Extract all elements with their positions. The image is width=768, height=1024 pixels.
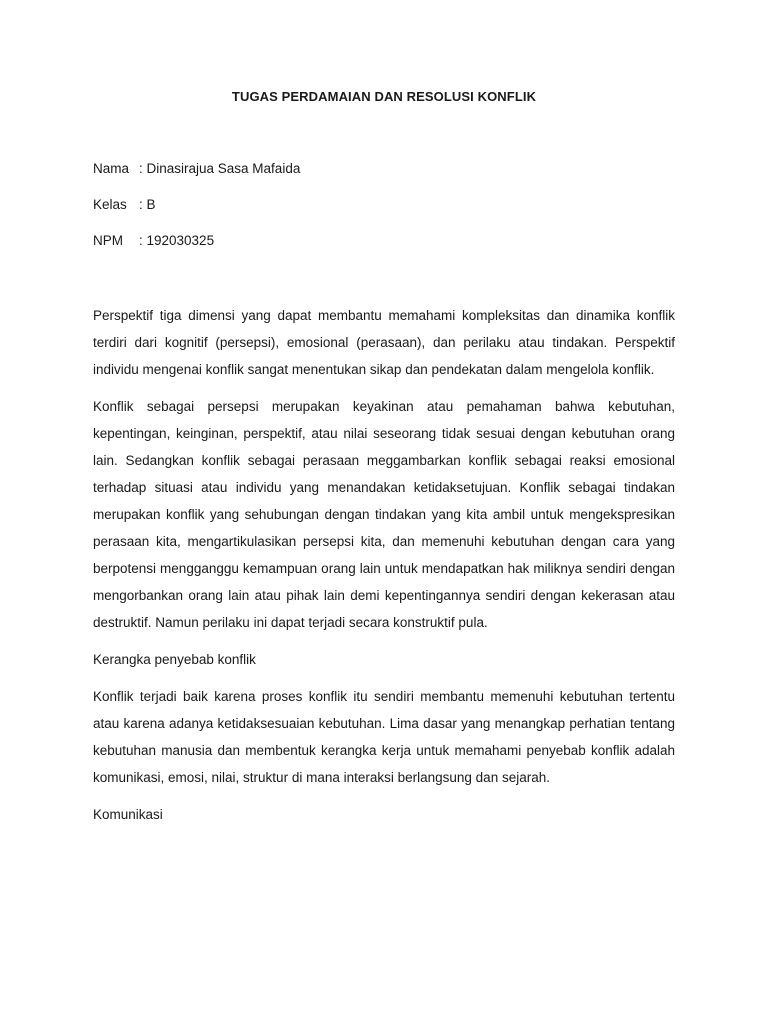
- info-value-npm: : 192030325: [139, 233, 215, 248]
- info-value-kelas: : B: [139, 197, 156, 212]
- section-heading-komunikasi: Komunikasi: [93, 807, 163, 822]
- info-label-kelas: Kelas: [93, 197, 127, 212]
- info-value-nama: : Dinasirajua Sasa Mafaida: [139, 161, 301, 176]
- paragraph-konflik-persepsi: Konflik sebagai persepsi merupakan keyakinan atau pemahaman bahwa kebutuhan, kepentingan, keinginan, perspektif, atau nilai seseorang tidak sesuai dengan kebutuhan orang lain. Sedangkan konflik sebagai perasaan meggambarkan konflik sebagai reaksi emosional terhadap situasi atau individu yang menandakan ketidaksetujuan. Konflik sebagai tindakan merupakan konflik yang sehubungan dengan tindakan yang kita ambil untuk mengekspresikan perasaan kita, mengartikulasikan persepsi kita, dan memenuhi kebutuhan dengan cara yang berpotensi mengganggu kemampuan orang lain untuk mendapatkan hak miliknya sendiri dengan mengorbankan orang lain atau pihak lain demi kepentingannya sendiri dengan kekerasan atau destruktif. Namun perilaku ini dapat terjadi secara konstruktif pula.: [93, 399, 675, 630]
- info-row-npm: [93, 233, 214, 248]
- info-label-npm: NPM: [93, 233, 123, 248]
- document-title: TUGAS PERDAMAIAN DAN RESOLUSI KONFLIK: [231, 89, 537, 104]
- paragraph-perspektif: Perspektif tiga dimensi yang dapat membantu memahami kompleksitas dan dinamika konflik terdiri dari kognitif (persepsi), emosional (perasaan), dan perilaku atau tindakan. Perspektif individu mengenai konflik sangat menentukan sikap dan pendekatan dalam mengelola konflik.: [93, 308, 675, 377]
- info-row-nama: [93, 161, 300, 176]
- info-label-nama: Nama: [93, 161, 130, 176]
- section-heading-kerangka: Kerangka penyebab konflik: [93, 652, 256, 667]
- paragraph-kerangka: Konflik terjadi baik karena proses konflik itu sendiri membantu memenuhi kebutuhan tertentu atau karena adanya ketidaksesuaian kebutuhan. Lima dasar yang menangkap perhatian tentang kebutuhan manusia dan membentuk kerangka kerja untuk memahami penyebab konflik adalah komunikasi, emosi, nilai, struktur di mana interaksi berlangsung dan sejarah.: [93, 689, 675, 785]
- info-row-kelas: [93, 197, 156, 212]
- document-body: [93, 302, 675, 838]
